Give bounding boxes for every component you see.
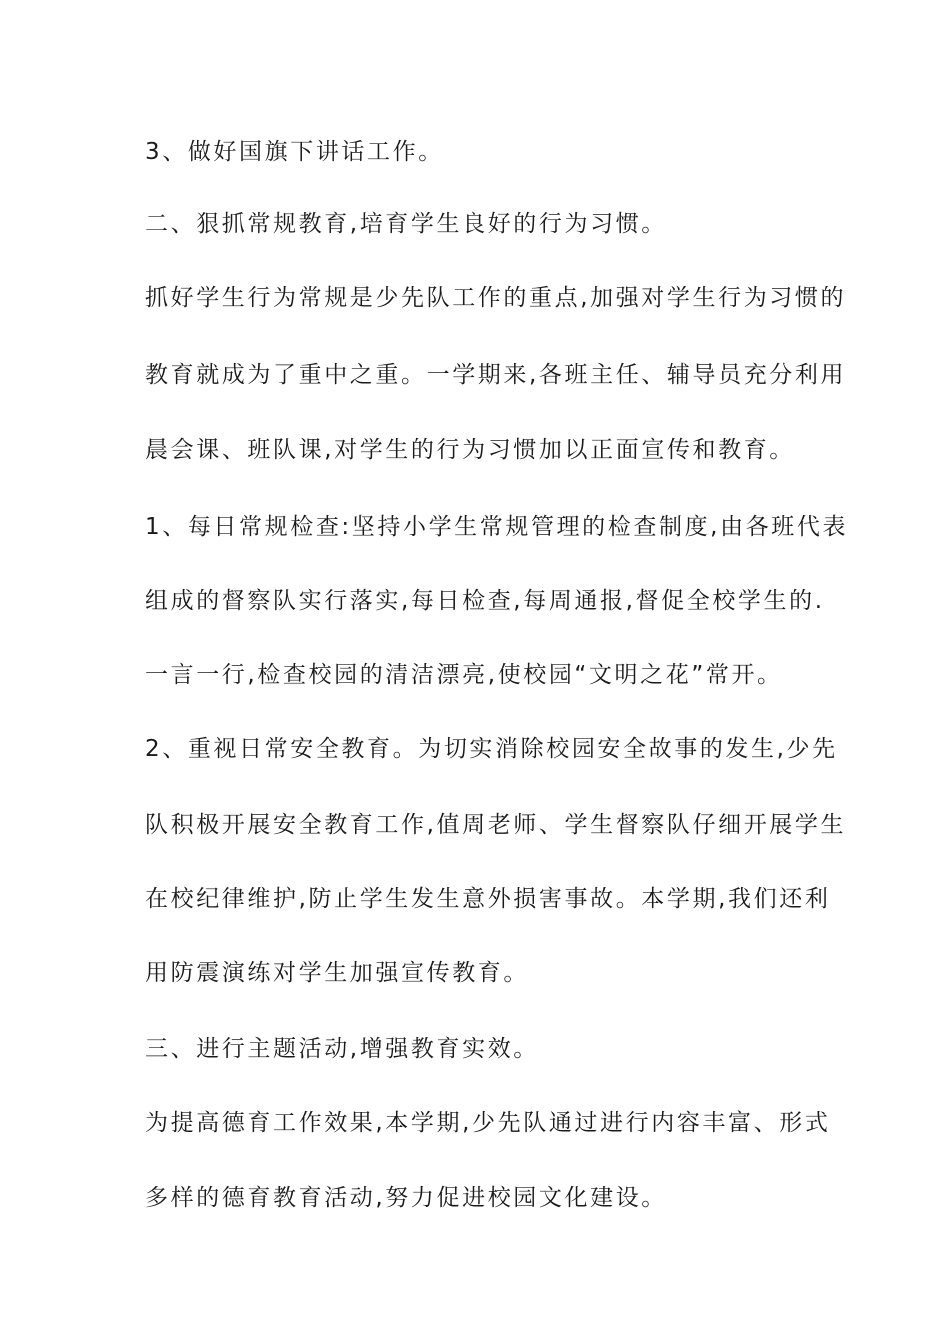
text-line: 晨会课、班队课,对学生的行为习惯加以正面宣传和教育。: [145, 437, 795, 463]
text-line-item-2: 2、重视日常安全教育。为切实消除校园安全故事的发生,少先: [145, 736, 838, 762]
text-line-heading-2: 二、狠抓常规教育,培育学生良好的行为习惯。: [145, 211, 667, 237]
text-line-item-1: 1、每日常规检查:坚持小学生常规管理的检查制度,由各班代表: [145, 514, 849, 540]
text-line-section-item-3: 3、做好国旗下讲话工作。: [145, 139, 444, 165]
text-line: 用防震演练对学生加强宣传教育。: [145, 960, 529, 986]
text-line: 组成的督察队实行落实,每日检查,每周通报,督促全校学生的.: [145, 588, 825, 614]
text-line: 一言一行,检查校园的清洁漂亮,使校园“文明之花”常开。: [145, 662, 783, 688]
text-line: 教育就成为了重中之重。一学期来,各班主任、辅导员充分利用: [145, 362, 847, 388]
text-line-heading-3: 三、进行主题活动,增强教育实效。: [145, 1036, 539, 1062]
text-line: 队积极开展安全教育工作,值周老师、学生督察队仔细开展学生: [145, 812, 847, 838]
text-line: 多样的德育教育活动,努力促进校园文化建设。: [145, 1185, 667, 1211]
text-line: 抓好学生行为常规是少先队工作的重点,加强对学生行为习惯的: [145, 285, 847, 311]
text-line: 为提高德育工作效果,本学期,少先队通过进行内容丰富、形式: [145, 1110, 831, 1136]
text-line: 在校纪律维护,防止学生发生意外损害事故。本学期,我们还利: [145, 886, 831, 912]
